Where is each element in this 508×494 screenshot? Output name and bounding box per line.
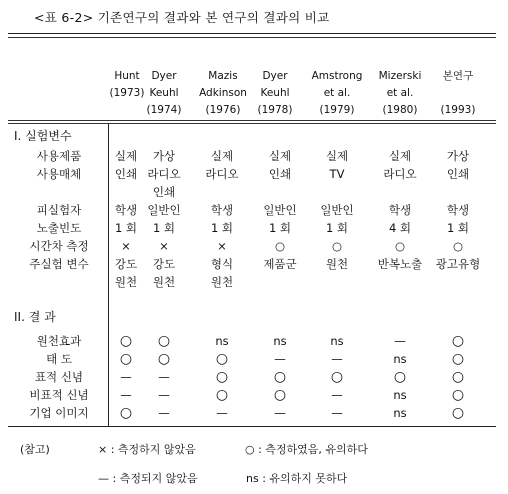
result-cell: ○ <box>451 369 465 385</box>
row-label-delay-measure: 시간차 측정 <box>29 239 89 253</box>
cell-line: 1 회 <box>325 221 349 235</box>
col-header-this-study: 본연구 (1993) <box>440 70 476 116</box>
result-cell: ○ <box>451 351 465 367</box>
cell-line: ○ <box>274 239 286 253</box>
table-cell <box>372 165 428 183</box>
bottom-rule <box>8 426 496 427</box>
top-rule <box>8 33 496 34</box>
table-cell <box>380 201 420 219</box>
result-cell: ○ <box>157 351 171 367</box>
table-cell <box>202 201 242 219</box>
result-cell: ○ <box>393 369 407 385</box>
cell-line: 학생 <box>388 203 412 217</box>
table-cell <box>106 255 146 291</box>
cell-line: TV <box>329 167 345 181</box>
cell-line: 라디오 <box>147 167 181 181</box>
table-cell <box>136 219 192 237</box>
result-cell: — <box>158 388 170 402</box>
cell-line: 1 회 <box>114 221 138 235</box>
table-cell <box>380 237 420 255</box>
table-title: <표 6-2> 기존연구의 결과와 본 연구의 결과의 비교 <box>34 10 330 25</box>
result-cell: ns <box>393 406 407 420</box>
result-cell: ns <box>273 334 287 348</box>
cell-line: 광고유형 <box>435 257 481 271</box>
cell-line: 학생 <box>114 203 138 217</box>
result-cell: ○ <box>215 369 229 385</box>
table-cell <box>136 165 192 201</box>
table-cell <box>260 237 300 255</box>
cell-line: 인쇄 <box>152 185 176 199</box>
result-cell: ns <box>393 388 407 402</box>
col-header-mazis: Mazis Adkinson (1976) <box>199 70 247 116</box>
result-cell: ○ <box>119 405 133 421</box>
result-cell: — <box>274 352 286 366</box>
result-cell: — <box>331 388 343 402</box>
cell-line: × <box>159 239 169 253</box>
row-label-product: 사용제품 <box>36 149 82 163</box>
cell-line: 제품군 <box>263 257 297 271</box>
cell-line: 일반인 <box>147 203 181 217</box>
note-not-measured: × : 측정하지 않았음 <box>98 443 196 456</box>
col-header-amstrong: Amstrong et al. (1979) <box>311 70 363 116</box>
cell-line: 라디오 <box>205 167 239 181</box>
cell-line: 인쇄 <box>268 167 292 181</box>
table-cell <box>202 237 242 255</box>
cell-line: 1 회 <box>152 221 176 235</box>
section-results: II. 결 과 <box>14 310 56 324</box>
table-cell <box>136 201 192 219</box>
result-cell: — <box>120 370 132 384</box>
table-cell <box>430 255 486 273</box>
table-cell <box>106 147 146 165</box>
cell-line: 강도 <box>152 257 176 271</box>
result-cell: ns <box>215 334 229 348</box>
cell-line: 1 회 <box>210 221 234 235</box>
table-cell <box>202 147 242 165</box>
col-header-dyer-1978: Dyer Keuhl (1978) <box>257 70 293 116</box>
cell-line: 일반인 <box>263 203 297 217</box>
result-cell: — <box>158 370 170 384</box>
cell-line: 원천 <box>210 275 234 289</box>
table-cell <box>317 165 357 183</box>
note-measured-significant: ○ : 측정하였음, 유의하다 <box>245 443 368 456</box>
table-cell <box>252 219 308 237</box>
result-cell: ○ <box>215 387 229 403</box>
result-cell: ○ <box>273 369 287 385</box>
header-rule-2 <box>8 123 496 124</box>
table-cell <box>430 219 486 237</box>
row-label-nontarget-belief: 비표적 신념 <box>29 388 89 402</box>
result-cell: ○ <box>330 369 344 385</box>
result-cell: ○ <box>157 333 171 349</box>
row-label-target-belief: 표적 신념 <box>34 370 84 384</box>
result-cell: — <box>331 406 343 420</box>
table-cell <box>194 165 250 183</box>
cell-line: 4 회 <box>388 221 412 235</box>
result-cell: ○ <box>119 351 133 367</box>
cell-line: 가상 <box>446 149 470 163</box>
table-cell <box>309 201 365 219</box>
table-cell <box>438 147 478 165</box>
table-cell <box>194 219 250 237</box>
result-cell: ns <box>330 334 344 348</box>
table-cell <box>144 147 184 165</box>
table-cell <box>144 255 184 291</box>
cell-line: ○ <box>394 239 406 253</box>
cell-line: 인쇄 <box>446 167 470 181</box>
col-header-dyer-1974: Dyer Keuhl (1974) <box>146 70 182 116</box>
cell-line: 실제 <box>268 149 292 163</box>
result-cell: — <box>158 406 170 420</box>
result-cell: ○ <box>451 333 465 349</box>
row-label-media: 사용매체 <box>36 167 82 181</box>
cell-line: 인쇄 <box>114 167 138 181</box>
result-cell: ns <box>393 352 407 366</box>
cell-line: ○ <box>452 239 464 253</box>
cell-line: 실제 <box>388 149 412 163</box>
result-cell: ○ <box>119 333 133 349</box>
cell-line: 실제 <box>325 149 349 163</box>
table-cell <box>317 255 357 273</box>
note-label: (참고) <box>20 443 50 456</box>
table-cell <box>202 255 242 291</box>
row-label-source-effect: 원천효과 <box>36 334 82 348</box>
col-header-mizerski: Mizerski et al. (1980) <box>378 70 422 116</box>
cell-line: 실제 <box>210 149 234 163</box>
cell-line: 실제 <box>114 149 138 163</box>
header-rule <box>8 120 496 121</box>
row-label-exposure: 노출빈도 <box>36 221 82 235</box>
table-cell <box>252 255 308 273</box>
cell-line: 학생 <box>210 203 234 217</box>
result-cell: ○ <box>451 387 465 403</box>
cell-line: 강도 <box>114 257 138 271</box>
result-cell: ○ <box>215 351 229 367</box>
result-cell: — <box>394 334 406 348</box>
table-cell <box>438 201 478 219</box>
row-label-main-variable: 주실험 변수 <box>29 257 89 271</box>
cell-line: 1 회 <box>268 221 292 235</box>
cell-line: 원천 <box>114 275 138 289</box>
result-cell: — <box>274 406 286 420</box>
table-cell <box>144 237 184 255</box>
row-label-subjects: 피실험자 <box>36 203 82 217</box>
table-cell <box>260 165 300 183</box>
cell-line: × <box>121 239 131 253</box>
result-cell: — <box>120 388 132 402</box>
cell-line: 1 회 <box>446 221 470 235</box>
table-cell <box>317 237 357 255</box>
note-not-significant: ns : 유의하지 못하다 <box>246 472 348 485</box>
cell-line: 형식 <box>210 257 234 271</box>
result-cell: ○ <box>273 387 287 403</box>
result-cell: ○ <box>451 405 465 421</box>
cell-line: 원천 <box>325 257 349 271</box>
row-label-attitude: 태 도 <box>46 352 72 366</box>
table-cell <box>106 237 146 255</box>
table-cell <box>438 165 478 183</box>
table-cell <box>309 219 365 237</box>
note-not-measured-dash: — : 측정되지 않았음 <box>98 472 198 485</box>
table-cell <box>380 147 420 165</box>
cell-line: 원천 <box>152 275 176 289</box>
table-cell <box>260 147 300 165</box>
cell-line: 라디오 <box>383 167 417 181</box>
col-header-hunt: Hunt (1973) <box>109 70 145 99</box>
section-experimental-variables: I. 실험변수 <box>14 129 72 143</box>
table-cell <box>372 219 428 237</box>
cell-line: 일반인 <box>320 203 354 217</box>
cell-line: 학생 <box>446 203 470 217</box>
cell-line: 가상 <box>152 149 176 163</box>
table-cell <box>438 237 478 255</box>
cell-line: ○ <box>331 239 343 253</box>
cell-line: × <box>217 239 227 253</box>
top-rule-inner <box>8 37 496 38</box>
result-cell: — <box>216 406 228 420</box>
row-label-corporate-image: 기업 이미지 <box>29 406 89 420</box>
table-cell <box>252 201 308 219</box>
cell-line: 반복노출 <box>377 257 423 271</box>
table-cell <box>317 147 357 165</box>
result-cell: — <box>331 352 343 366</box>
table-cell <box>372 255 428 273</box>
